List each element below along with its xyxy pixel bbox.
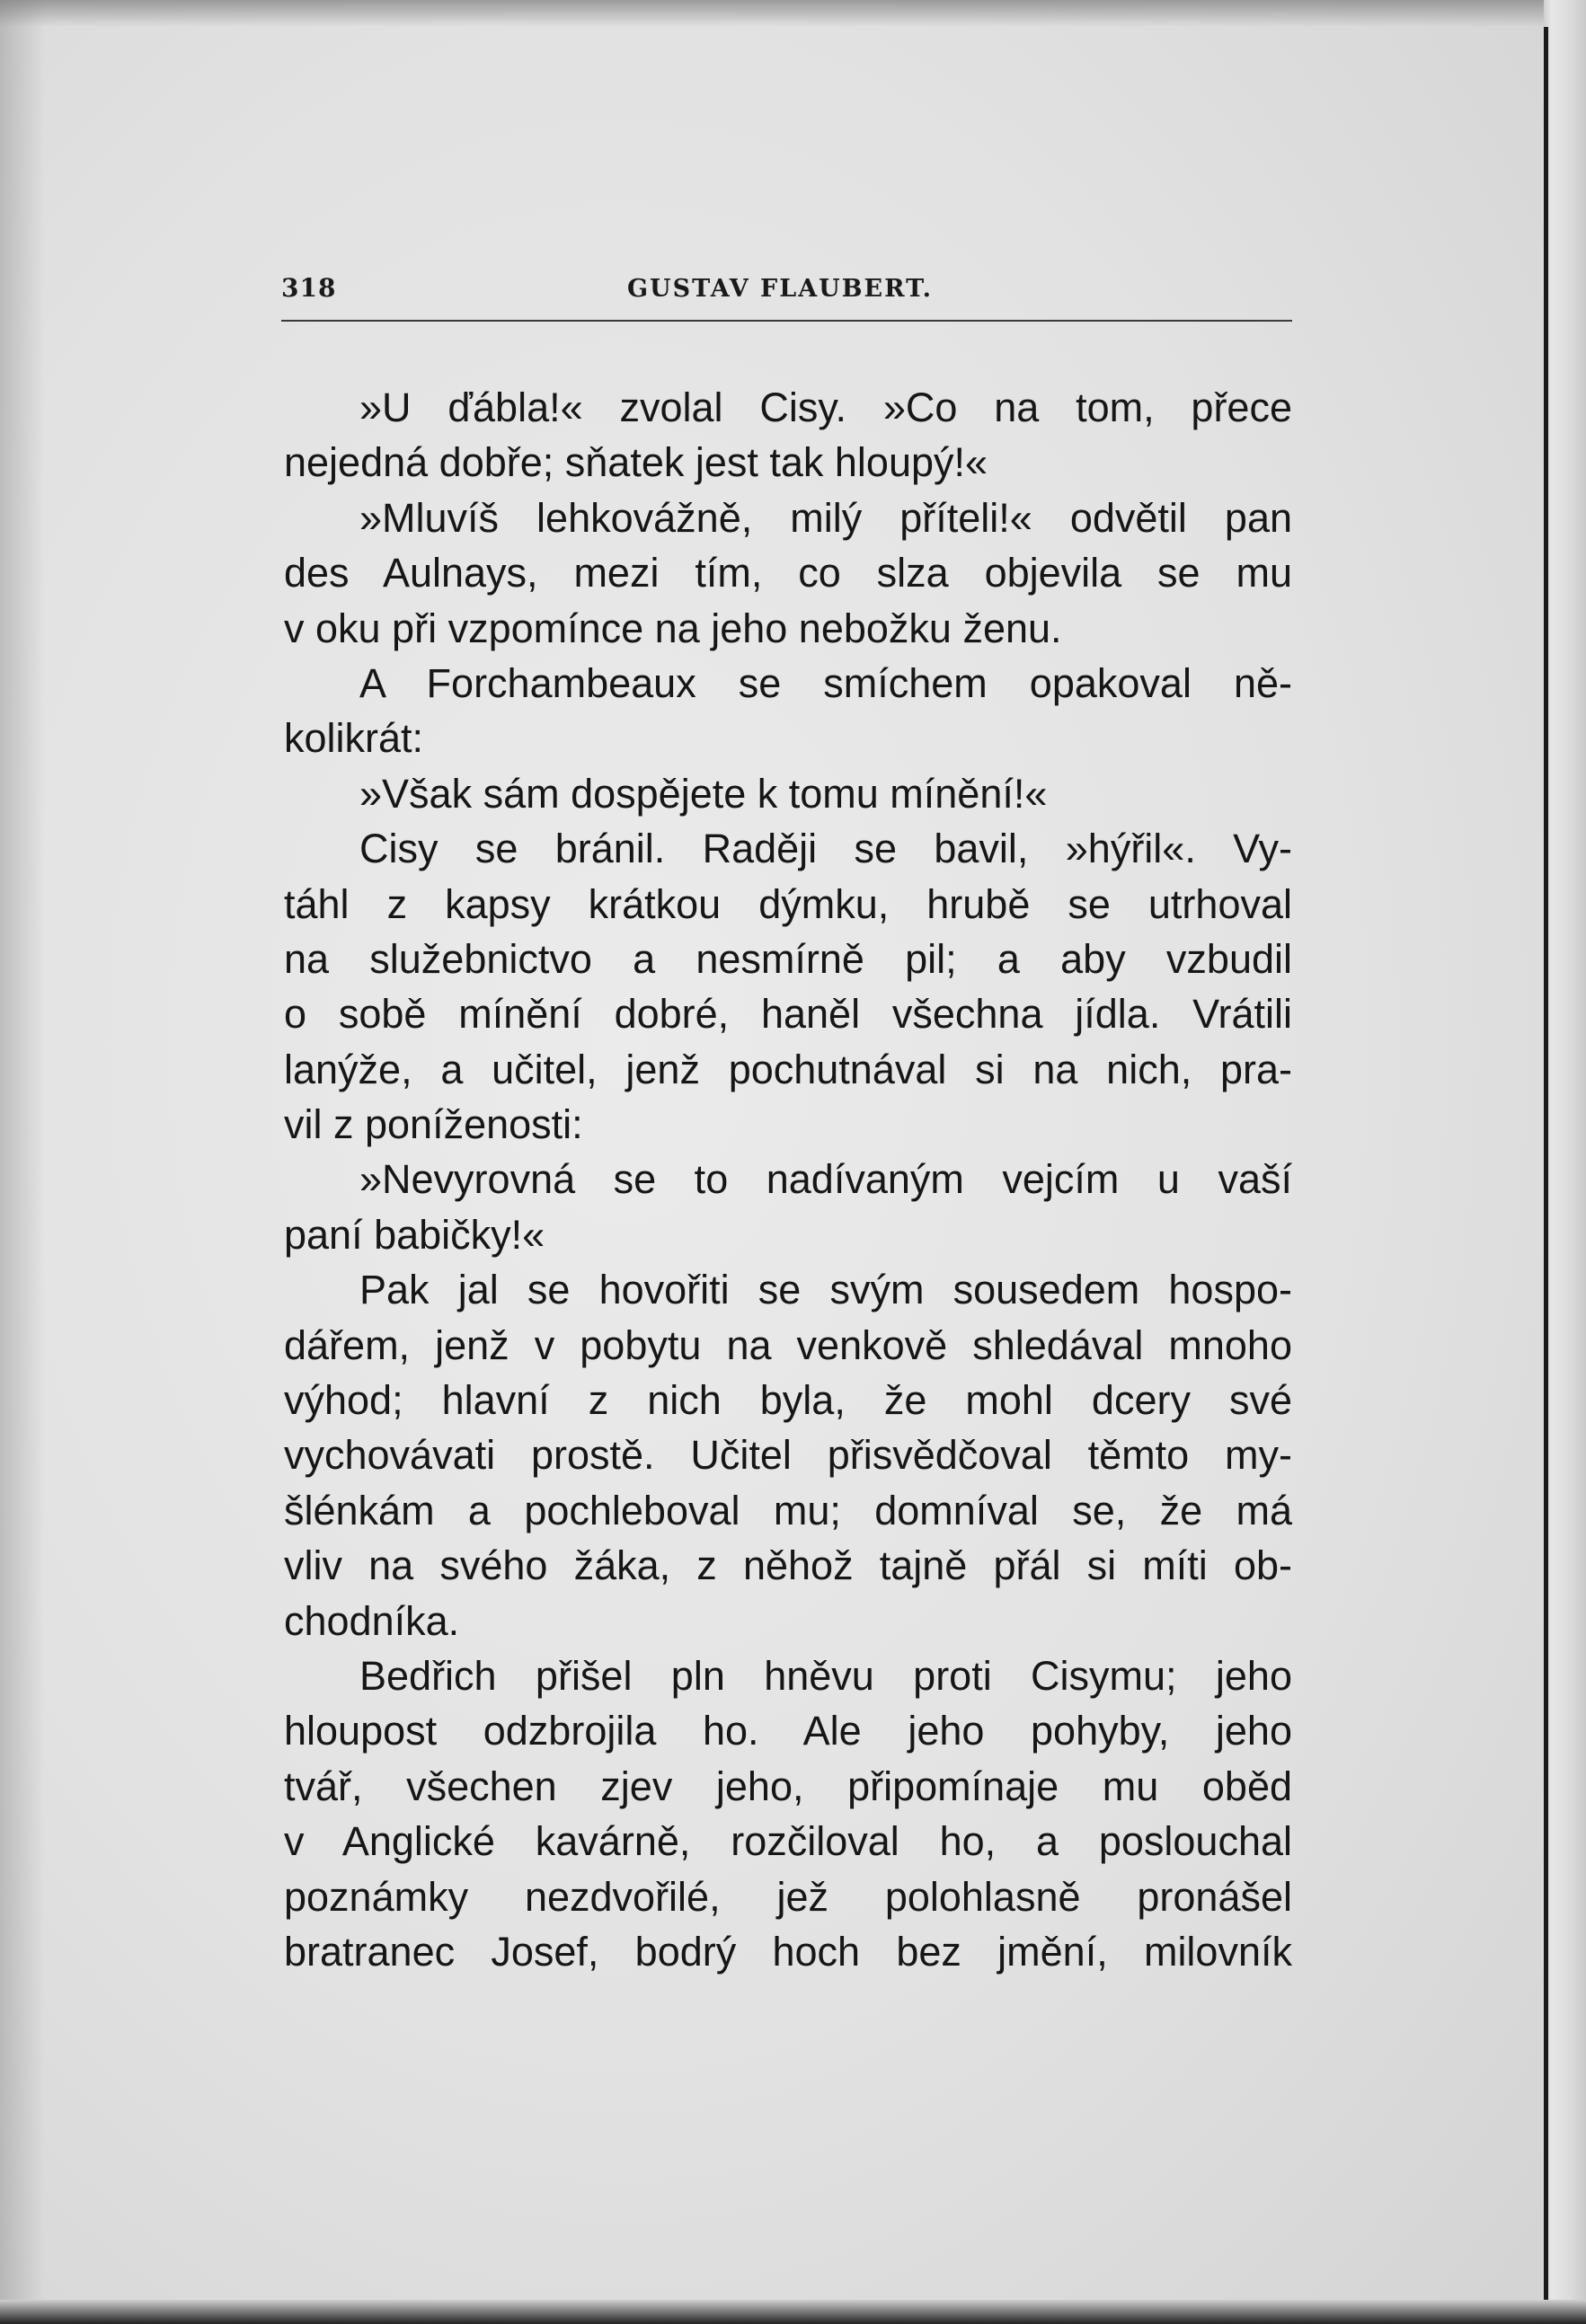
text-line: lanýže, a učitel, jenž pochutnával si na nich, pra-: [284, 1046, 1292, 1092]
text-line: táhl z kapsy krátkou dýmku, hrubě se utrhoval: [284, 880, 1292, 927]
text-line: »U ďábla!« zvolal Cisy. »Co na tom, přece: [359, 384, 1292, 430]
scan-left-shadow: [0, 0, 45, 2324]
text-line: vliv na svého žáka, z něhož tajně přál si míti ob-: [284, 1542, 1292, 1589]
text-line: tvář, všechen zjev jeho, připomínaje mu oběd: [284, 1763, 1292, 1809]
running-head: [281, 271, 1292, 307]
text-line: chodníka.: [284, 1597, 460, 1644]
body-text: [284, 380, 1292, 1979]
text-line: na služebnictvo a nesmírně pil; a aby vzbudil: [284, 935, 1292, 982]
text-line: nejedná dobře; sňatek jest tak hloupý!«: [284, 439, 988, 486]
text-line: A Forchambeaux se smíchem opakoval ně-: [359, 659, 1292, 706]
text-line: des Aulnays, mezi tím, co slza objevila se mu: [284, 550, 1292, 596]
text-line: paní babičky!«: [284, 1211, 545, 1258]
text-line: Pak jal se hovořiti se svým sousedem hospo-: [359, 1267, 1292, 1313]
text-line: dářem, jenž v pobytu na venkově shledával mnoho: [284, 1321, 1292, 1368]
text-line: Cisy se bránil. Raději se bavil, »hýřil«. Vy-: [359, 826, 1292, 872]
page-number: 318: [281, 273, 337, 303]
text-line: »Mluvíš lehkovážně, milý příteli!« odvětil pan: [359, 494, 1292, 541]
text-line: kolikrát:: [284, 715, 424, 762]
text-line: vil z poníženosti:: [284, 1101, 583, 1148]
running-title: GUSTAV FLAUBERT.: [627, 275, 934, 303]
text-line: »Však sám dospějete k tomu mínění!«: [359, 770, 1048, 817]
text-line: výhod; hlavní z nich byla, že mohl dcery své: [284, 1377, 1292, 1424]
scan-top-shadow: [0, 0, 1550, 27]
page-bottom-edge: [0, 2300, 1586, 2324]
text-line: v oku při vzpomínce na jeho nebožku ženu.: [284, 605, 1062, 651]
text-line: hloupost odzbrojila ho. Ale jeho pohyby, jeho: [284, 1708, 1292, 1754]
text-line: vychovávati prostě. Učitel přisvědčoval těmto my-: [284, 1432, 1292, 1479]
text-line: »Nevyrovná se to nadívaným vejcím u vaší: [359, 1156, 1292, 1203]
text-line: šlénkám a pochleboval mu; domníval se, že má: [284, 1487, 1292, 1533]
page-right-edge: [1544, 0, 1586, 2324]
page-edge-line: [1544, 27, 1548, 2309]
text-line: bratranec Josef, bodrý hoch bez jmění, milovník: [284, 1928, 1292, 1975]
text-line: v Anglické kavárně, rozčiloval ho, a poslouchal: [284, 1818, 1292, 1865]
header-rule: [281, 320, 1292, 322]
text-line: o sobě mínění dobré, haněl všechna jídla. Vrátili: [284, 991, 1292, 1038]
text-line: Bedřich přišel pln hněvu proti Cisymu; jeho: [359, 1652, 1292, 1699]
text-line: poznámky nezdvořilé, jež polohlasně pronášel: [284, 1873, 1292, 1920]
